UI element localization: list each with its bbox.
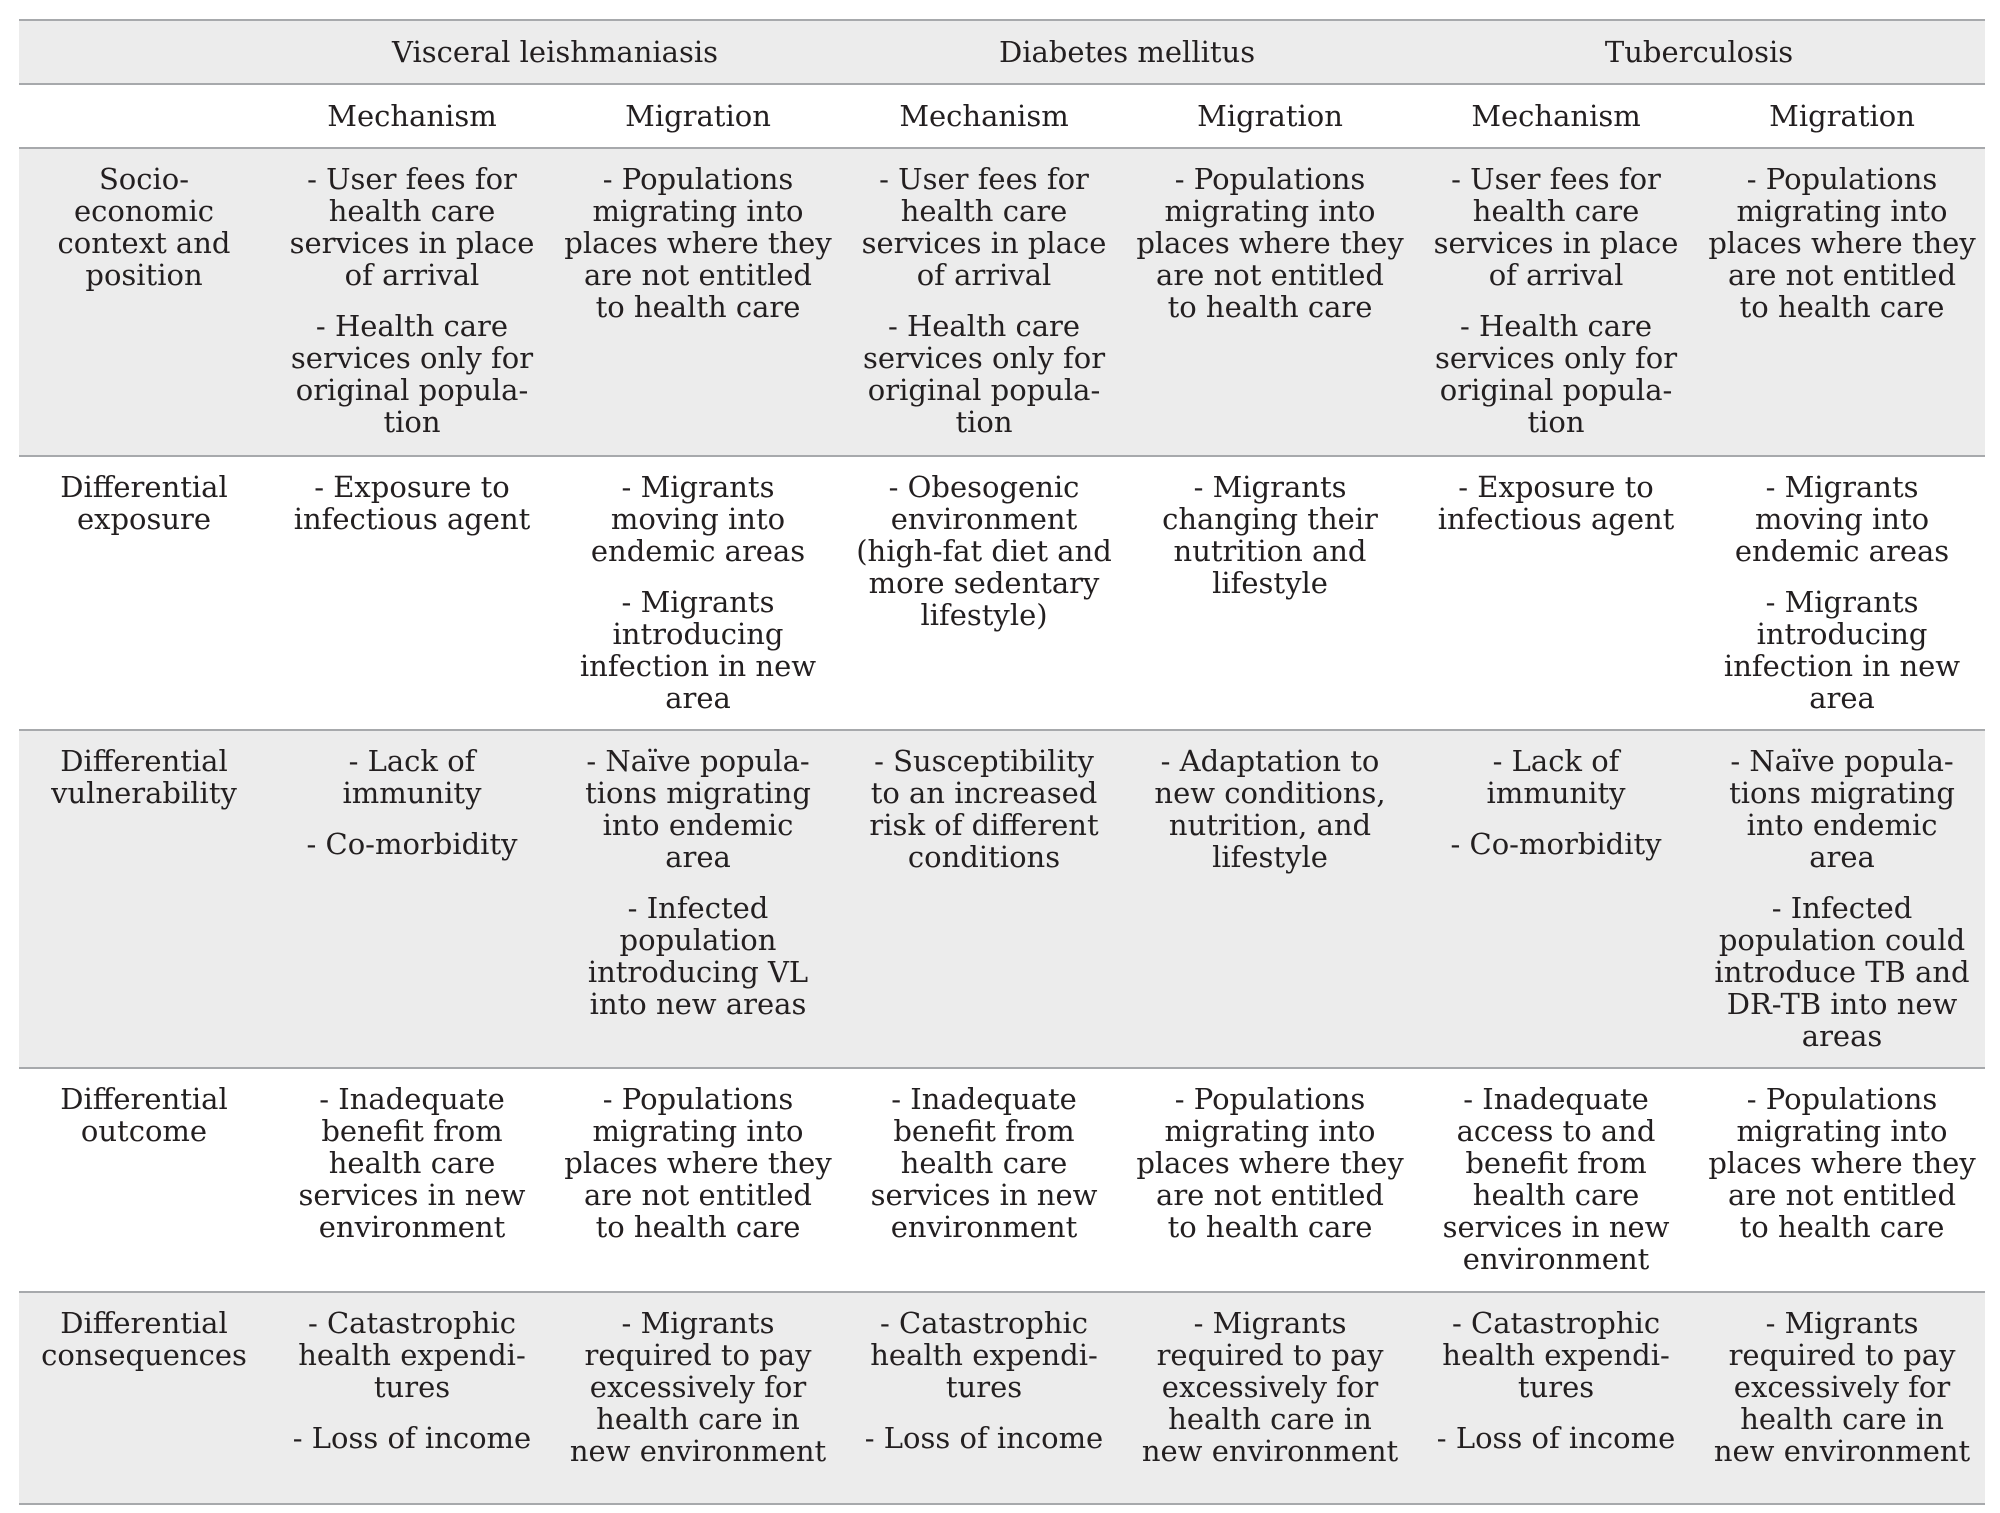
cell-text-line: nutrition and — [1173, 534, 1367, 568]
cell-text-line: health expendi- — [298, 1338, 526, 1372]
cell-text-line: into endemic — [602, 808, 794, 842]
table-cell — [555, 456, 841, 730]
cell-text-line: places where they — [1136, 1146, 1404, 1180]
cell-text-line: services in place — [861, 226, 1107, 260]
table-cell — [1413, 1068, 1699, 1292]
cell-text-line: are not entitled — [1156, 258, 1384, 292]
table-cell — [1127, 148, 1413, 456]
subheader-cell: Mechanism — [841, 84, 1127, 148]
cell-text-line: - Inadequate — [1463, 1082, 1649, 1116]
cell-text-line: - Infected — [1771, 891, 1913, 925]
cell-text-line: tion — [955, 405, 1013, 439]
cell-text-line: - Susceptibility — [874, 744, 1094, 778]
cell-text-line: - Populations — [1746, 1082, 1938, 1116]
cell-text-line: - Health care — [315, 309, 509, 343]
cell-text-line: - Populations — [1174, 162, 1366, 196]
table-cell — [555, 1068, 841, 1292]
cell-item — [273, 745, 551, 809]
cell-text-line: lifestyle — [1212, 566, 1328, 600]
cell-text-line: to health care — [1167, 290, 1373, 324]
cell-text-line: original popula- — [867, 373, 1101, 407]
cell-item — [1131, 745, 1409, 873]
cell-text-line: (high-fat diet and — [856, 534, 1112, 568]
table-cell — [841, 1068, 1127, 1292]
cell-item — [1703, 471, 1981, 567]
table-row — [19, 1068, 1985, 1292]
cell-text-line: health care in — [596, 1402, 800, 1436]
table-cell — [555, 148, 841, 456]
cell-item — [273, 310, 551, 438]
cell-text-line: - User fees for — [1451, 162, 1661, 196]
cell-text-line: to health care — [595, 1210, 801, 1244]
table-cell — [1413, 456, 1699, 730]
cell-text-line: - Infected — [627, 891, 769, 925]
cell-text-line: new environment — [569, 1434, 827, 1468]
table-body — [19, 148, 1985, 1504]
cell-text-line: into new areas — [589, 987, 807, 1021]
cell-text-line: services in place — [289, 226, 535, 260]
table-cell — [555, 730, 841, 1068]
cell-text-line: Differential — [60, 1306, 228, 1340]
cell-text-line: Differential — [60, 1082, 228, 1116]
subheader-cell: Migration — [1127, 84, 1413, 148]
cell-text-line: migrating into — [1736, 1114, 1948, 1148]
table-cell — [555, 1292, 841, 1504]
cell-item — [559, 163, 837, 323]
cell-item — [845, 163, 1123, 291]
table-cell — [1699, 1292, 1985, 1504]
cell-item — [1417, 163, 1695, 291]
cell-item — [1703, 586, 1981, 714]
cell-text-line: - Loss of income — [864, 1421, 1104, 1455]
cell-text-line: consequences — [41, 1338, 247, 1372]
cell-text-line: are not entitled — [584, 1178, 812, 1212]
cell-text-line: DR-TB into new — [1726, 987, 1958, 1021]
subheader-cell: Migration — [555, 84, 841, 148]
cell-item — [1417, 310, 1695, 438]
cell-item — [1417, 828, 1695, 860]
cell-text-line: introducing — [612, 617, 784, 651]
cell-text-line: new conditions, — [1154, 776, 1386, 810]
cell-text-line: - Adaptation to — [1160, 744, 1380, 778]
cell-text-line: environment — [318, 1210, 506, 1244]
cell-text-line: - Exposure to — [1458, 470, 1654, 504]
cell-text-line: - Lack of — [1492, 744, 1620, 778]
cell-text-line: tures — [1517, 1370, 1595, 1404]
cell-text-line: places where they — [1136, 226, 1404, 260]
table-cell — [269, 148, 555, 456]
table-cell — [1127, 1068, 1413, 1292]
table-row — [19, 148, 1985, 456]
cell-text-line: - Migrants — [621, 470, 775, 504]
cell-text-line: economic — [73, 194, 214, 228]
cell-text-line: Differential — [60, 470, 228, 504]
disease-header: Tuberculosis — [1413, 20, 1985, 84]
cell-text-line: migrating into — [592, 194, 804, 228]
cell-item — [559, 1083, 837, 1243]
cell-text-line: into endemic — [1746, 808, 1938, 842]
cell-text-line: nutrition, and — [1168, 808, 1372, 842]
cell-item — [1417, 745, 1695, 809]
cell-text-line: places where they — [1708, 1146, 1976, 1180]
cell-text-line: are not entitled — [584, 258, 812, 292]
cell-text-line: - Catastrophic — [879, 1306, 1089, 1340]
cell-text-line: benefit from — [321, 1114, 503, 1148]
cell-text-line: - Naïve popula- — [1730, 744, 1954, 778]
cell-item — [273, 1307, 551, 1403]
cell-text-line: vulnerability — [51, 776, 237, 810]
cell-text-line: migrating into — [1736, 194, 1948, 228]
cell-text-line: services only for — [290, 341, 534, 375]
table-cell — [269, 1068, 555, 1292]
cell-text-line: area — [1809, 840, 1875, 874]
cell-text-line: are not entitled — [1728, 1178, 1957, 1212]
cell-text-line: services in place — [1433, 226, 1679, 260]
cell-text-line: migrating into — [1164, 1114, 1376, 1148]
cell-text-line: infectious agent — [1437, 502, 1675, 536]
table-cell — [269, 456, 555, 730]
cell-text-line: of arrival — [1488, 258, 1624, 292]
cell-text-line: - Populations — [1746, 162, 1938, 196]
cell-item — [1131, 471, 1409, 599]
cell-text-line: Socio- — [98, 162, 190, 196]
cell-text-line: health expendi- — [870, 1338, 1098, 1372]
cell-text-line: environment — [890, 1210, 1078, 1244]
cell-text-line: places where they — [564, 226, 832, 260]
cell-item — [273, 1083, 551, 1243]
cell-text-line: of arrival — [916, 258, 1052, 292]
subheader-row — [19, 84, 1985, 148]
cell-text-line: environment — [890, 502, 1078, 536]
cell-text-line: services in new — [870, 1178, 1098, 1212]
corner-cell — [19, 20, 269, 84]
cell-text-line: health expendi- — [1442, 1338, 1670, 1372]
table-cell — [1413, 148, 1699, 456]
comparison-table — [19, 19, 1985, 1505]
cell-text-line: tures — [373, 1370, 451, 1404]
row-label — [19, 148, 269, 456]
cell-item — [1417, 1083, 1695, 1275]
cell-text-line: tion — [1527, 405, 1585, 439]
cell-text-line: population could — [1718, 923, 1966, 957]
table-row — [19, 730, 1985, 1068]
row-label — [19, 1292, 269, 1504]
cell-text-line: Differential — [60, 744, 228, 778]
cell-text-line: changing their — [1162, 502, 1378, 536]
cell-item — [845, 745, 1123, 873]
cell-text-line: places where they — [564, 1146, 832, 1180]
cell-text-line: required to pay — [584, 1338, 812, 1372]
cell-text-line: - Inadequate — [891, 1082, 1077, 1116]
cell-text-line: - Migrants — [621, 1306, 775, 1340]
cell-text-line: tion — [383, 405, 441, 439]
cell-item — [1417, 1422, 1695, 1454]
cell-item — [559, 586, 837, 714]
cell-text-line: exposure — [76, 502, 212, 536]
cell-text-line: lifestyle — [1212, 840, 1328, 874]
cell-text-line: tions migrating — [585, 776, 811, 810]
cell-text-line: - Health care — [887, 309, 1081, 343]
cell-text-line: immunity — [342, 776, 482, 810]
cell-text-line: - Co-morbidity — [1450, 827, 1662, 861]
table-cell — [1699, 148, 1985, 456]
cell-text-line: to health care — [595, 290, 801, 324]
cell-item — [1131, 163, 1409, 323]
table-cell — [269, 1292, 555, 1504]
cell-text-line: to health care — [1167, 1210, 1373, 1244]
cell-text-line: conditions — [907, 840, 1061, 874]
disease-header: Diabetes mellitus — [841, 20, 1413, 84]
cell-text-line: - Migrants — [1765, 470, 1919, 504]
cell-text-line: health care — [328, 1146, 496, 1180]
table-cell — [1413, 730, 1699, 1068]
table-cell — [1127, 1292, 1413, 1504]
cell-item — [273, 1422, 551, 1454]
cell-text-line: are not entitled — [1156, 1178, 1384, 1212]
cell-text-line: - Populations — [602, 162, 794, 196]
cell-text-line: introduce TB and — [1714, 955, 1970, 989]
cell-text-line: immunity — [1486, 776, 1626, 810]
cell-text-line: risk of different — [869, 808, 1099, 842]
cell-text-line: introducing VL — [587, 955, 809, 989]
cell-text-line: - Catastrophic — [307, 1306, 517, 1340]
cell-item — [559, 892, 837, 1020]
disease-header-row — [19, 20, 1985, 84]
cell-text-line: - Loss of income — [292, 1421, 532, 1455]
cell-text-line: - Exposure to — [314, 470, 510, 504]
corner-cell — [19, 84, 269, 148]
cell-text-line: infectious agent — [293, 502, 531, 536]
cell-text-line: services in new — [1442, 1210, 1670, 1244]
cell-text-line: benefit from — [893, 1114, 1075, 1148]
cell-text-line: excessively for — [1161, 1370, 1379, 1404]
table-cell — [841, 1292, 1127, 1504]
cell-item — [1703, 745, 1981, 873]
cell-text-line: health care — [1472, 1178, 1640, 1212]
row-label — [19, 730, 269, 1068]
cell-text-line: - Inadequate — [319, 1082, 505, 1116]
cell-item — [845, 471, 1123, 631]
cell-text-line: services only for — [1434, 341, 1678, 375]
cell-text-line: new environment — [1713, 1434, 1971, 1468]
table-cell — [269, 730, 555, 1068]
cell-item — [1703, 892, 1981, 1052]
cell-text-line: benefit from — [1465, 1146, 1647, 1180]
cell-text-line: - Lack of — [348, 744, 476, 778]
cell-text-line: area — [665, 840, 731, 874]
cell-text-line: - Co-morbidity — [306, 827, 518, 861]
cell-item — [1703, 1083, 1981, 1243]
cell-text-line: tures — [945, 1370, 1023, 1404]
cell-text-line: health care — [900, 1146, 1068, 1180]
subheader-cell: Migration — [1699, 84, 1985, 148]
table-cell — [1699, 730, 1985, 1068]
cell-text-line: - Catastrophic — [1452, 1306, 1661, 1340]
subheader-cell: Mechanism — [1413, 84, 1699, 148]
cell-text-line: - Populations — [602, 1082, 794, 1116]
table-cell — [841, 730, 1127, 1068]
cell-text-line: excessively for — [1733, 1370, 1951, 1404]
cell-text-line: - Migrants — [1193, 470, 1347, 504]
cell-item — [273, 828, 551, 860]
cell-text-line: - User fees for — [307, 162, 517, 196]
cell-text-line: access to and — [1456, 1114, 1656, 1148]
cell-text-line: area — [1809, 681, 1875, 715]
cell-text-line: tions migrating — [1729, 776, 1955, 810]
cell-text-line: moving into — [1754, 502, 1930, 536]
cell-item — [559, 471, 837, 567]
cell-text-line: to health care — [1739, 290, 1945, 324]
cell-text-line: to an increased — [870, 776, 1098, 810]
cell-text-line: - Migrants — [621, 585, 775, 619]
cell-text-line: excessively for — [589, 1370, 807, 1404]
cell-item — [845, 1422, 1123, 1454]
cell-text-line: - Migrants — [1765, 585, 1919, 619]
cell-text-line: lifestyle) — [920, 598, 1048, 632]
cell-text-line: to health care — [1739, 1210, 1945, 1244]
table-cell — [841, 456, 1127, 730]
table-row — [19, 1292, 1985, 1504]
cell-text-line: population — [619, 923, 777, 957]
cell-text-line: migrating into — [1164, 194, 1376, 228]
cell-item — [845, 310, 1123, 438]
cell-item — [559, 745, 837, 873]
cell-text-line: endemic areas — [1734, 534, 1950, 568]
cell-text-line: - User fees for — [879, 162, 1089, 196]
table-cell — [841, 148, 1127, 456]
cell-text-line: of arrival — [344, 258, 480, 292]
table-row — [19, 456, 1985, 730]
cell-text-line: endemic areas — [590, 534, 806, 568]
subheader-cell: Mechanism — [269, 84, 555, 148]
cell-text-line: context and — [57, 226, 231, 260]
cell-text-line: environment — [1462, 1242, 1650, 1276]
cell-text-line: infection in new — [1723, 649, 1961, 683]
cell-item — [273, 163, 551, 291]
cell-text-line: original popula- — [295, 373, 529, 407]
cell-text-line: - Populations — [1174, 1082, 1366, 1116]
cell-text-line: - Migrants — [1765, 1306, 1919, 1340]
cell-item — [273, 471, 551, 535]
cell-text-line: health care — [900, 194, 1068, 228]
cell-item — [1703, 163, 1981, 323]
cell-text-line: migrating into — [592, 1114, 804, 1148]
cell-text-line: - Naïve popula- — [586, 744, 810, 778]
cell-text-line: are not entitled — [1728, 258, 1957, 292]
cell-text-line: - Loss of income — [1436, 1421, 1676, 1455]
cell-text-line: outcome — [80, 1114, 208, 1148]
cell-item — [1703, 1307, 1981, 1467]
cell-text-line: infection in new — [579, 649, 817, 683]
cell-text-line: required to pay — [1156, 1338, 1384, 1372]
cell-text-line: - Health care — [1459, 309, 1653, 343]
cell-text-line: health care in — [1168, 1402, 1372, 1436]
cell-item — [845, 1307, 1123, 1403]
table-cell — [1413, 1292, 1699, 1504]
cell-item — [1131, 1307, 1409, 1467]
disease-header: Visceral leishmaniasis — [269, 20, 841, 84]
cell-text-line: health care — [1472, 194, 1640, 228]
cell-text-line: more sedentary — [868, 566, 1100, 600]
cell-text-line: health care in — [1740, 1402, 1944, 1436]
cell-text-line: original popula- — [1439, 373, 1673, 407]
row-label — [19, 1068, 269, 1292]
table-cell — [1127, 456, 1413, 730]
cell-text-line: services in new — [298, 1178, 526, 1212]
table-cell — [1699, 1068, 1985, 1292]
cell-item — [1417, 1307, 1695, 1403]
cell-text-line: areas — [1801, 1019, 1883, 1053]
table-cell — [1699, 456, 1985, 730]
table-cell — [1127, 730, 1413, 1068]
cell-item — [1417, 471, 1695, 535]
row-label — [19, 456, 269, 730]
cell-text-line: position — [85, 258, 203, 292]
cell-text-line: introducing — [1756, 617, 1928, 651]
cell-text-line: services only for — [862, 341, 1106, 375]
cell-text-line: moving into — [610, 502, 786, 536]
cell-item — [559, 1307, 837, 1467]
cell-text-line: required to pay — [1728, 1338, 1956, 1372]
cell-text-line: - Obesogenic — [888, 470, 1080, 504]
cell-text-line: places where they — [1708, 226, 1976, 260]
cell-text-line: health care — [328, 194, 496, 228]
cell-text-line: - Migrants — [1193, 1306, 1347, 1340]
cell-text-line: new environment — [1141, 1434, 1399, 1468]
cell-item — [1131, 1083, 1409, 1243]
cell-item — [845, 1083, 1123, 1243]
cell-text-line: area — [665, 681, 731, 715]
